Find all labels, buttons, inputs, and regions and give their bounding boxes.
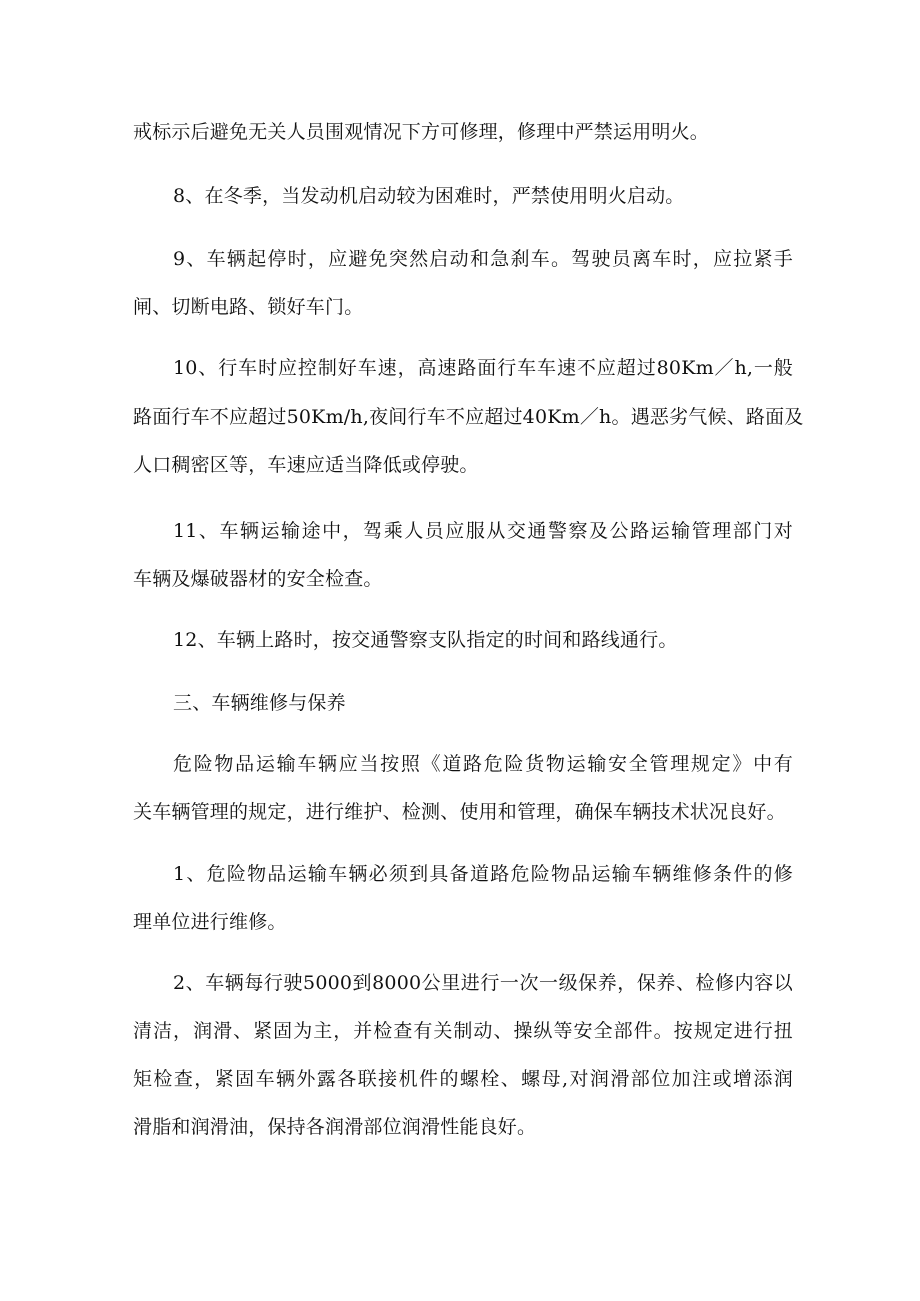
text-line: 关车辆管理的规定，进行维护、检测、使用和管理，确保车辆技术状况良好。 (133, 801, 786, 823)
text-line: 10、行车时应控制好车速，高速路面行车车速不应超过80Km／h,一般 (173, 357, 793, 379)
paragraph-item-11-cont (133, 560, 793, 598)
text-line: 1、危险物品运输车辆必须到具备道路危险物品运输车辆维修条件的修 (173, 863, 793, 885)
text-line: 闸、切断电路、锁好车门。 (133, 296, 364, 318)
paragraph-item-10-cont (133, 398, 804, 484)
heading-text: 三、车辆维修与保养 (173, 692, 346, 714)
paragraph-maint-1 (133, 855, 793, 893)
text-line: 滑脂和润滑油，保持各润滑部位润滑性能良好。 (133, 1116, 537, 1138)
text-line: 戒标示后避免无关人员围观情况下方可修理，修理中严禁运用明火。 (133, 121, 710, 143)
paragraph-item-11 (133, 512, 793, 550)
text-line: 车辆及爆破器材的安全检查。 (133, 568, 383, 590)
paragraph-item-10 (133, 349, 793, 387)
paragraph-intro (133, 745, 793, 783)
paragraph-maint-2 (133, 964, 793, 1002)
paragraph-intro-cont (133, 793, 793, 831)
paragraph-item-9-cont (133, 288, 793, 326)
text-line: 人口稠密区等，车速应适当降低或停驶。 (133, 454, 479, 476)
text-line: 9、车辆起停时，应避免突然启动和急刹车。驾驶员离车时，应拉紧手 (173, 248, 793, 270)
text-line: 矩检查，紧固车辆外露各联接机件的螺栓、螺母,对润滑部位加注或增添润 (133, 1068, 793, 1090)
text-line: 路面行车不应超过50Km/h,夜间行车不应超过40Km／h。遇恶劣气候、路面及 (133, 406, 804, 428)
text-line: 12、车辆上路时，按交通警察支队指定的时间和路线通行。 (173, 629, 678, 651)
text-line: 危险物品运输车辆应当按照《道路危险货物运输安全管理规定》中有 (173, 753, 793, 775)
paragraph-item-12 (133, 621, 833, 659)
text-line: 8、在冬季，当发动机启动较为困难时，严禁使用明火启动。 (173, 185, 685, 207)
section-heading-maintenance (133, 684, 833, 722)
paragraph-continuation (133, 113, 793, 151)
text-line: 理单位进行维修。 (133, 911, 287, 933)
text-line: 清洁，润滑、紧固为主，并检查有关制动、操纵等安全部件。按规定进行扭 (133, 1020, 793, 1042)
text-line: 2、车辆每行驶5000到8000公里进行一次一级保养，保养、检修内容以 (173, 972, 793, 994)
text-line: 11、车辆运输途中，驾乘人员应服从交通警察及公路运输管理部门对 (173, 520, 793, 542)
paragraph-item-8 (133, 177, 833, 215)
paragraph-maint-2-cont (133, 1012, 793, 1146)
paragraph-maint-1-cont (133, 903, 793, 941)
paragraph-item-9 (133, 240, 793, 278)
